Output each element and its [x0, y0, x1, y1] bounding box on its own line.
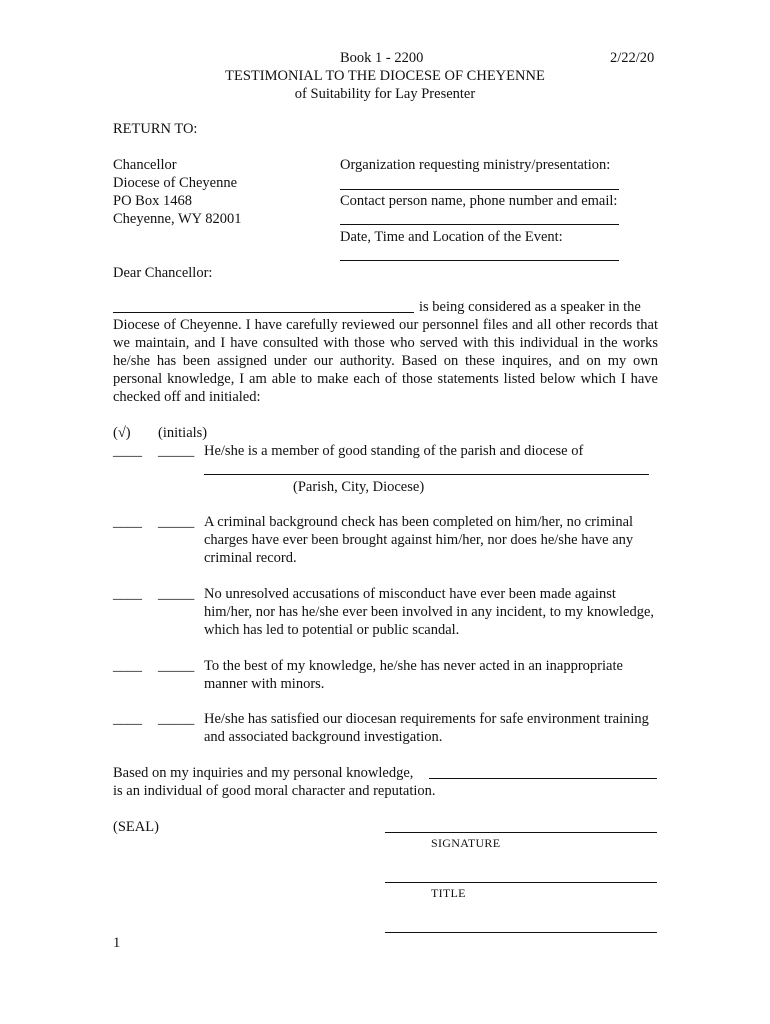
- contact-label: Contact person name, phone number and email:: [340, 193, 618, 209]
- item-3-initials-field[interactable]: _____: [158, 586, 195, 602]
- book-number: Book 1 - 2200: [340, 50, 424, 66]
- intro-body: Diocese of Cheyenne. I have carefully reviewed our personnel files and all other records that we maintain, and I have consulted with those who served with this individual in the works he/she has been assigned under our authority. Based on these inquires, and on my own personal knowledge, I am able to make each of those statements listed below which I have checked off and initialed:: [113, 317, 658, 405]
- event-field[interactable]: [340, 260, 619, 261]
- item-3-check-field[interactable]: ____: [113, 586, 142, 602]
- page-title: TESTIMONIAL TO THE DIOCESE OF CHEYENNE: [225, 68, 545, 84]
- individual-name-field[interactable]: [429, 778, 657, 779]
- item-2-initials-field[interactable]: _____: [158, 514, 195, 530]
- item-1-initials-field[interactable]: _____: [158, 443, 195, 459]
- parish-field[interactable]: [204, 474, 649, 475]
- speaker-name-field[interactable]: [113, 312, 414, 313]
- event-label: Date, Time and Location of the Event:: [340, 229, 563, 245]
- return-to-label: RETURN TO:: [113, 121, 198, 137]
- parish-caption: (Parish, City, Diocese): [293, 479, 425, 495]
- item-4-check-field[interactable]: ____: [113, 658, 142, 674]
- item-5-check-field[interactable]: ____: [113, 711, 142, 727]
- initials-column-header: (initials): [158, 425, 208, 441]
- document-date: 2/22/20: [610, 50, 655, 66]
- closing-line-2: is an individual of good moral character and reputation.: [113, 783, 436, 799]
- item-5-initials-field[interactable]: _____: [158, 711, 195, 727]
- extra-signature-field[interactable]: [385, 932, 657, 933]
- organization-label: Organization requesting ministry/presentation:: [340, 157, 611, 173]
- intro-first-line: is being considered as a speaker in the: [419, 299, 641, 315]
- contact-field[interactable]: [340, 224, 619, 225]
- title-label: TITLE: [431, 886, 466, 900]
- item-4-text: To the best of my knowledge, he/she has never acted in an inappropriate manner with minors.: [204, 658, 623, 692]
- page-subtitle: of Suitability for Lay Presenter: [294, 86, 476, 102]
- item-4-initials-field[interactable]: _____: [158, 658, 195, 674]
- item-2-text: A criminal background check has been completed on him/her, no criminal charges have ever been brought against him/her, nor does he/she have any criminal record.: [204, 514, 634, 566]
- signature-field[interactable]: [385, 832, 657, 833]
- seal-label: (SEAL): [113, 819, 159, 835]
- signature-label: SIGNATURE: [431, 836, 501, 850]
- address-line-3: PO Box 1468: [113, 193, 192, 209]
- item-5-text: He/she has satisfied our diocesan requirements for safe environment training and associated background investigation.: [204, 711, 649, 745]
- title-field[interactable]: [385, 882, 657, 883]
- address-line-1: Chancellor: [113, 157, 177, 173]
- organization-field[interactable]: [340, 189, 619, 190]
- item-2-check-field[interactable]: ____: [113, 514, 142, 530]
- item-1-text: He/she is a member of good standing of the parish and diocese of: [204, 443, 584, 459]
- address-line-4: Cheyenne, WY 82001: [113, 211, 242, 227]
- page-number: 1: [113, 935, 121, 951]
- closing-line-1: Based on my inquiries and my personal knowledge,: [113, 765, 414, 781]
- salutation: Dear Chancellor:: [113, 265, 213, 281]
- item-3-text: No unresolved accusations of misconduct have ever been made against him/her, nor has he/she ever been involved in any incident, to my knowledge, which has led to potential or public scandal.: [204, 586, 655, 638]
- check-column-header: (√): [113, 425, 131, 441]
- address-line-2: Diocese of Cheyenne: [113, 175, 238, 191]
- item-1-check-field[interactable]: ____: [113, 443, 142, 459]
